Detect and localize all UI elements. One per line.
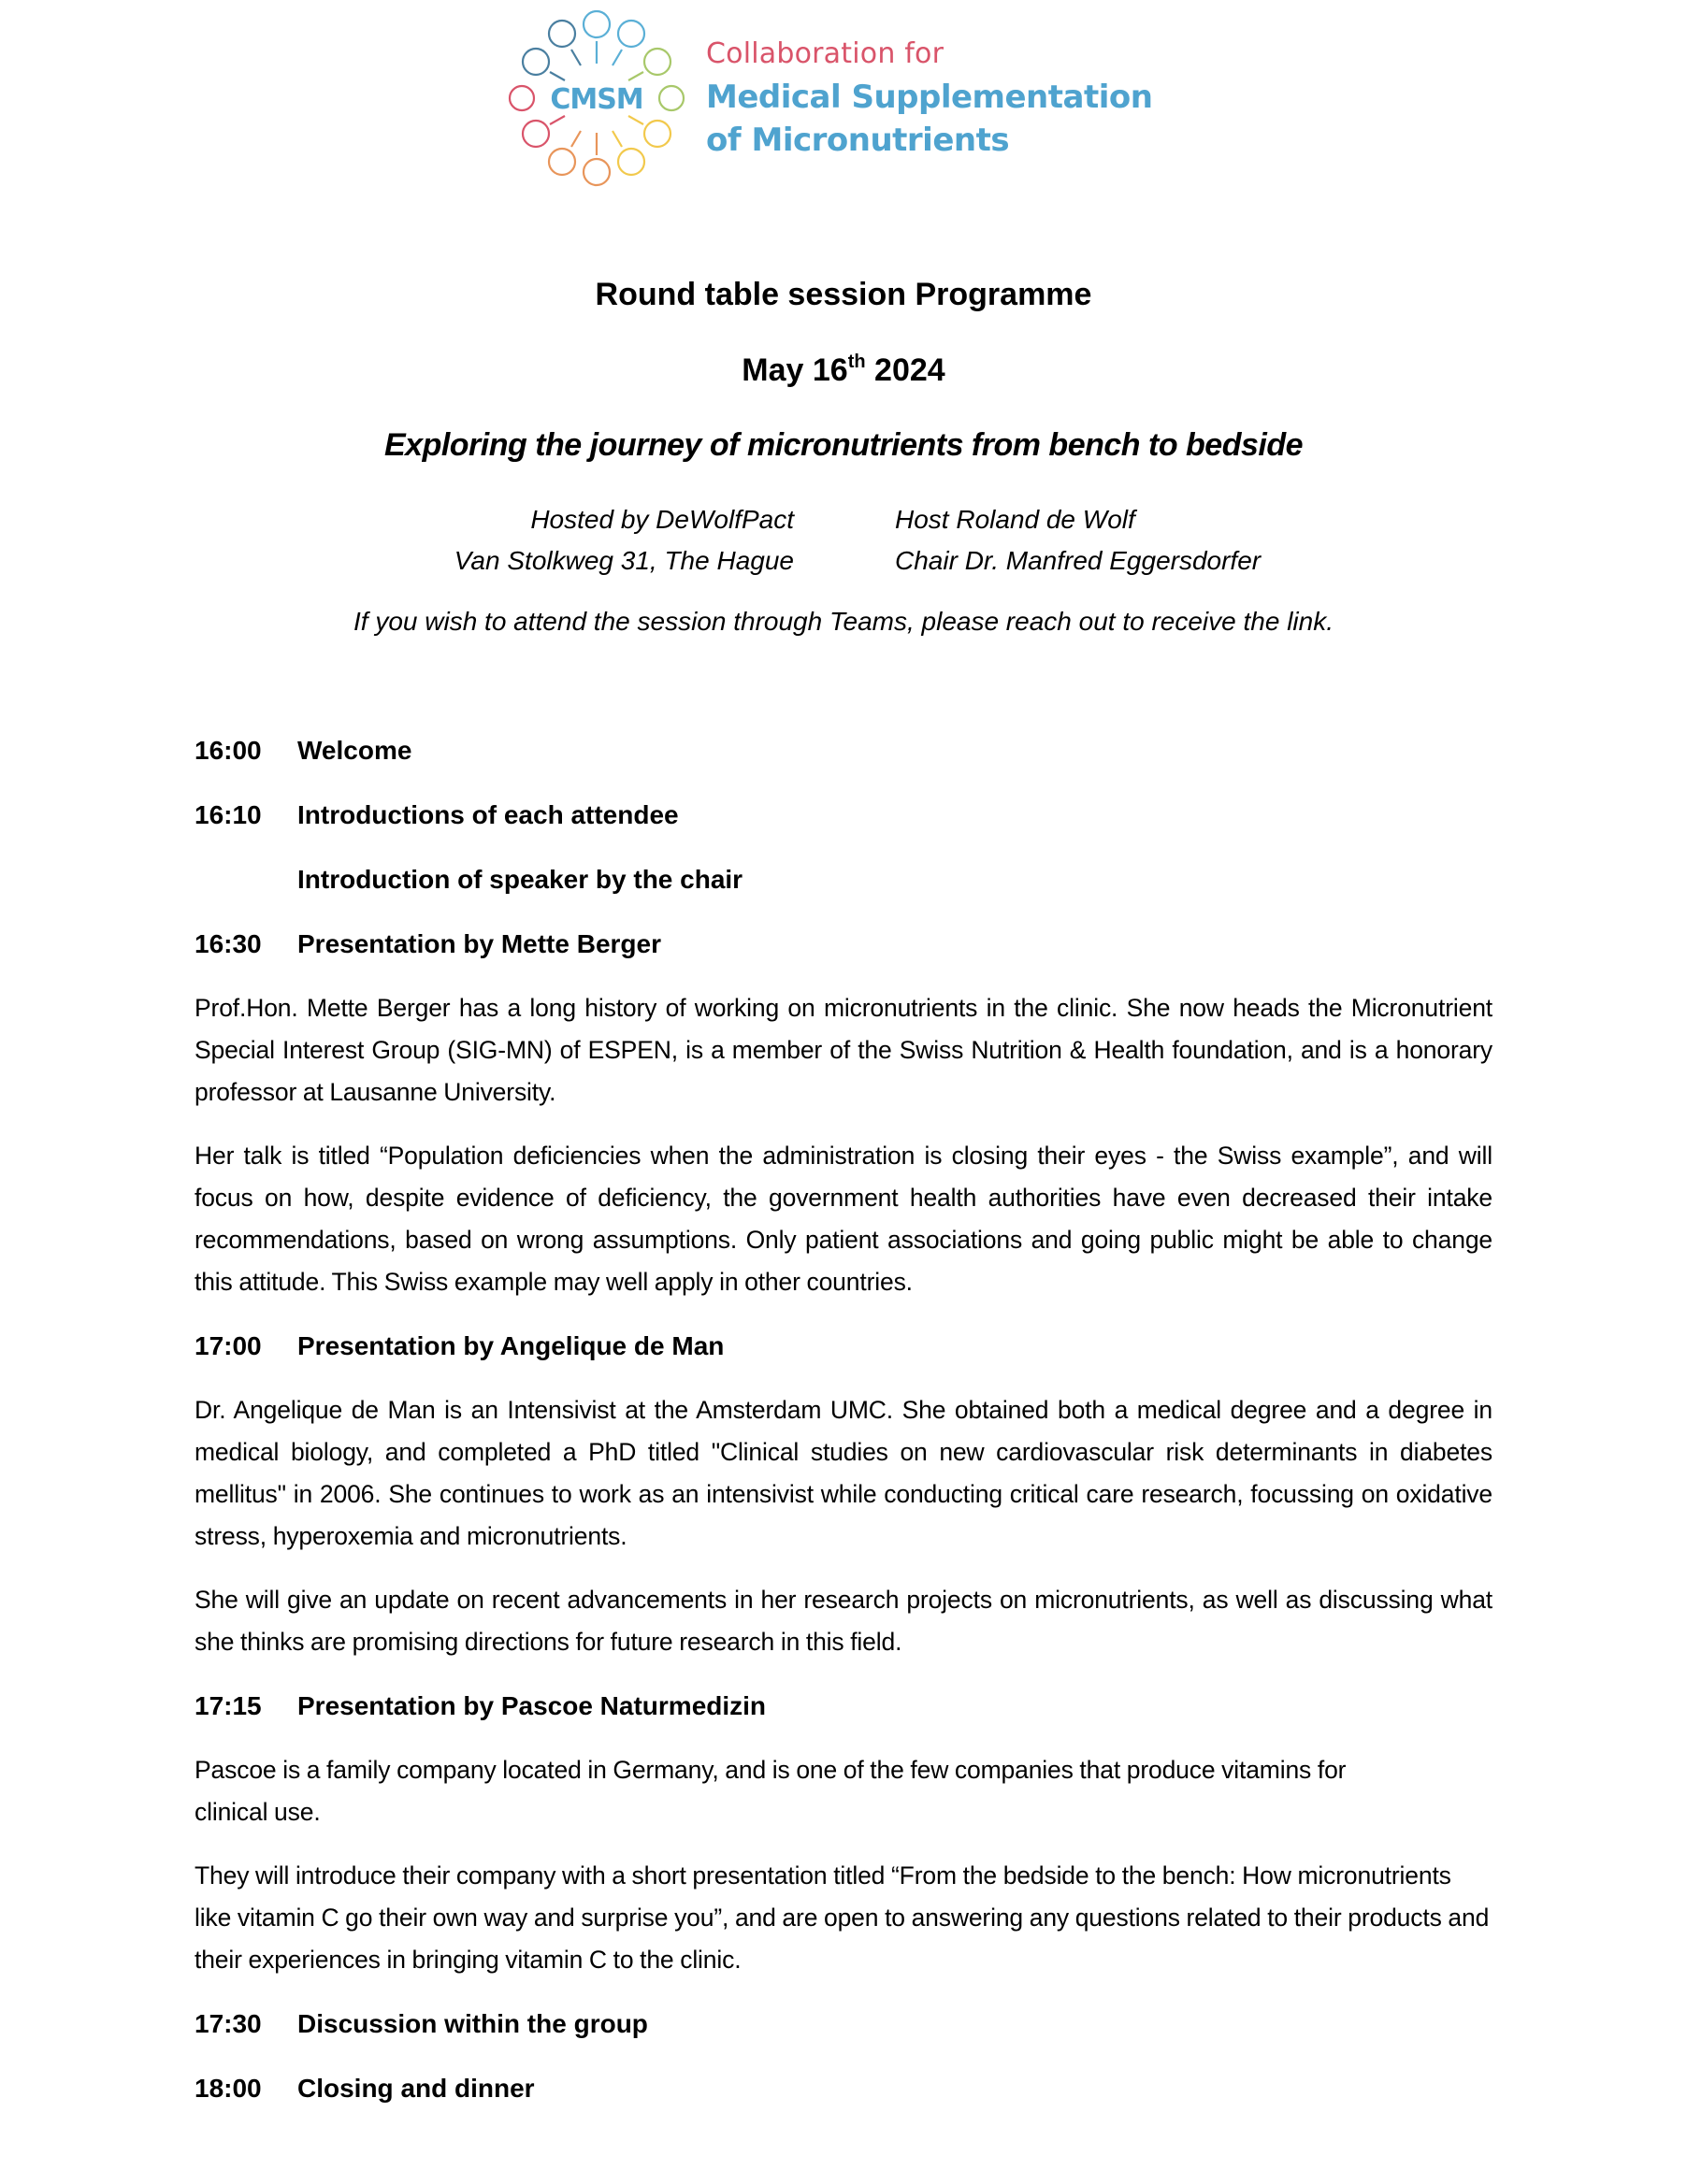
pascoe-bio: Pascoe is a family company located in Germany, and is one of the few companies that produce vitamins for clinical use. xyxy=(195,1756,1347,1826)
agenda-item-closing xyxy=(195,2067,1492,2110)
agenda-label: Welcome xyxy=(297,736,412,765)
agenda-time: 18:00 xyxy=(195,2074,262,2103)
agenda-item-pascoe xyxy=(195,1685,1492,1728)
agenda-time: 16:10 xyxy=(195,800,262,829)
date-prefix: May 16 xyxy=(742,352,848,388)
de-man-bio: Dr. Angelique de Man is an Intensivist at the Amsterdam UMC. She obtained both a medical degree and a degree in medical biology, and completed a PhD titled "Clinical studies on new cardiovascular risk determinants in diabetes mellitus" in 2006. She continues to work as an intensivist while conducting critical care research, focussing on oxidative stress, hyperoxemia and micronutrients. xyxy=(195,1396,1492,1550)
page-title: Round table session Programme xyxy=(595,277,1092,312)
agenda-item-welcome xyxy=(195,729,1492,772)
agenda-time: 17:15 xyxy=(195,1691,262,1720)
agenda-label: Introduction of speaker by the chair xyxy=(297,865,743,894)
date-ordinal: th xyxy=(847,352,866,372)
agenda-item-discussion xyxy=(195,2003,1492,2046)
agenda-label: Introductions of each attendee xyxy=(297,800,679,829)
de-man-talk-description: She will give an update on recent advancements in her research projects on micronutrients, as well as discussing what she thinks are promising directions for future research in this field. xyxy=(195,1586,1492,1656)
agenda-label: Presentation by Mette Berger xyxy=(297,929,661,958)
agenda-item-de-man xyxy=(195,1325,1492,1368)
agenda-item-berger xyxy=(195,923,1492,966)
logo-circles-icon xyxy=(505,0,692,196)
agenda-label: Presentation by Pascoe Naturmedizin xyxy=(297,1691,767,1720)
people-block xyxy=(895,499,1261,582)
hosted-by: Hosted by DeWolfPact xyxy=(530,505,794,534)
cmsm-logo xyxy=(505,0,1160,196)
logo-line-2: Medical Supplementation xyxy=(706,79,1153,116)
agenda-item-speaker-intro xyxy=(195,858,1492,901)
berger-bio: Prof.Hon. Mette Berger has a long history of working on micronutrients in the clinic. She now heads the Micronutrient Special Interest Group (SIG-MN) of ESPEN, is a member of the Swiss Nutrition & Health foundation, and is a honorary professor at Lausanne University. xyxy=(195,994,1492,1106)
logo-acronym: CMSM xyxy=(550,83,643,116)
venue-block xyxy=(454,499,794,582)
pascoe-talk-description: They will introduce their company with a short presentation titled “From the bedside to the bench: How micronutrients like vitamin C go their own way and surprise you”, and are open to answering any questions related to their products and their experiences in bringing vitamin C to the clinic. xyxy=(195,1861,1490,1974)
berger-talk-description: Her talk is titled “Population deficiencies when the administration is closing their eyes - the Swiss example”, and will focus on how, despite evidence of deficiency, the government health authorities have even decreased their intake recommendations, based on wrong assumptions. Only patient associations and going public might be able to change this attitude. This Swiss example may well apply in other countries. xyxy=(195,1142,1492,1296)
agenda xyxy=(195,729,1492,2132)
date-year: 2024 xyxy=(865,352,945,388)
logo-line-1: Collaboration for xyxy=(706,37,944,70)
logo-line-3: of Micronutrients xyxy=(706,122,1010,159)
event-date xyxy=(0,352,1687,389)
agenda-time: 16:00 xyxy=(195,736,262,765)
agenda-time: 16:30 xyxy=(195,929,262,958)
agenda-label: Discussion within the group xyxy=(297,2009,648,2038)
host-name: Host Roland de Wolf xyxy=(895,505,1135,534)
agenda-item-introductions xyxy=(195,794,1492,837)
agenda-time: 17:00 xyxy=(195,1331,262,1360)
teams-note: If you wish to attend the session through Teams, please reach out to receive the link. xyxy=(353,607,1334,636)
agenda-label: Presentation by Angelique de Man xyxy=(297,1331,725,1360)
chair-name: Chair Dr. Manfred Eggersdorfer xyxy=(895,546,1262,575)
agenda-time xyxy=(195,858,297,901)
agenda-label: Closing and dinner xyxy=(297,2074,535,2103)
venue-address: Van Stolkweg 31, The Hague xyxy=(454,546,794,575)
page-subtitle: Exploring the journey of micronutrients from bench to bedside xyxy=(383,427,1304,463)
agenda-time: 17:30 xyxy=(195,2009,262,2038)
